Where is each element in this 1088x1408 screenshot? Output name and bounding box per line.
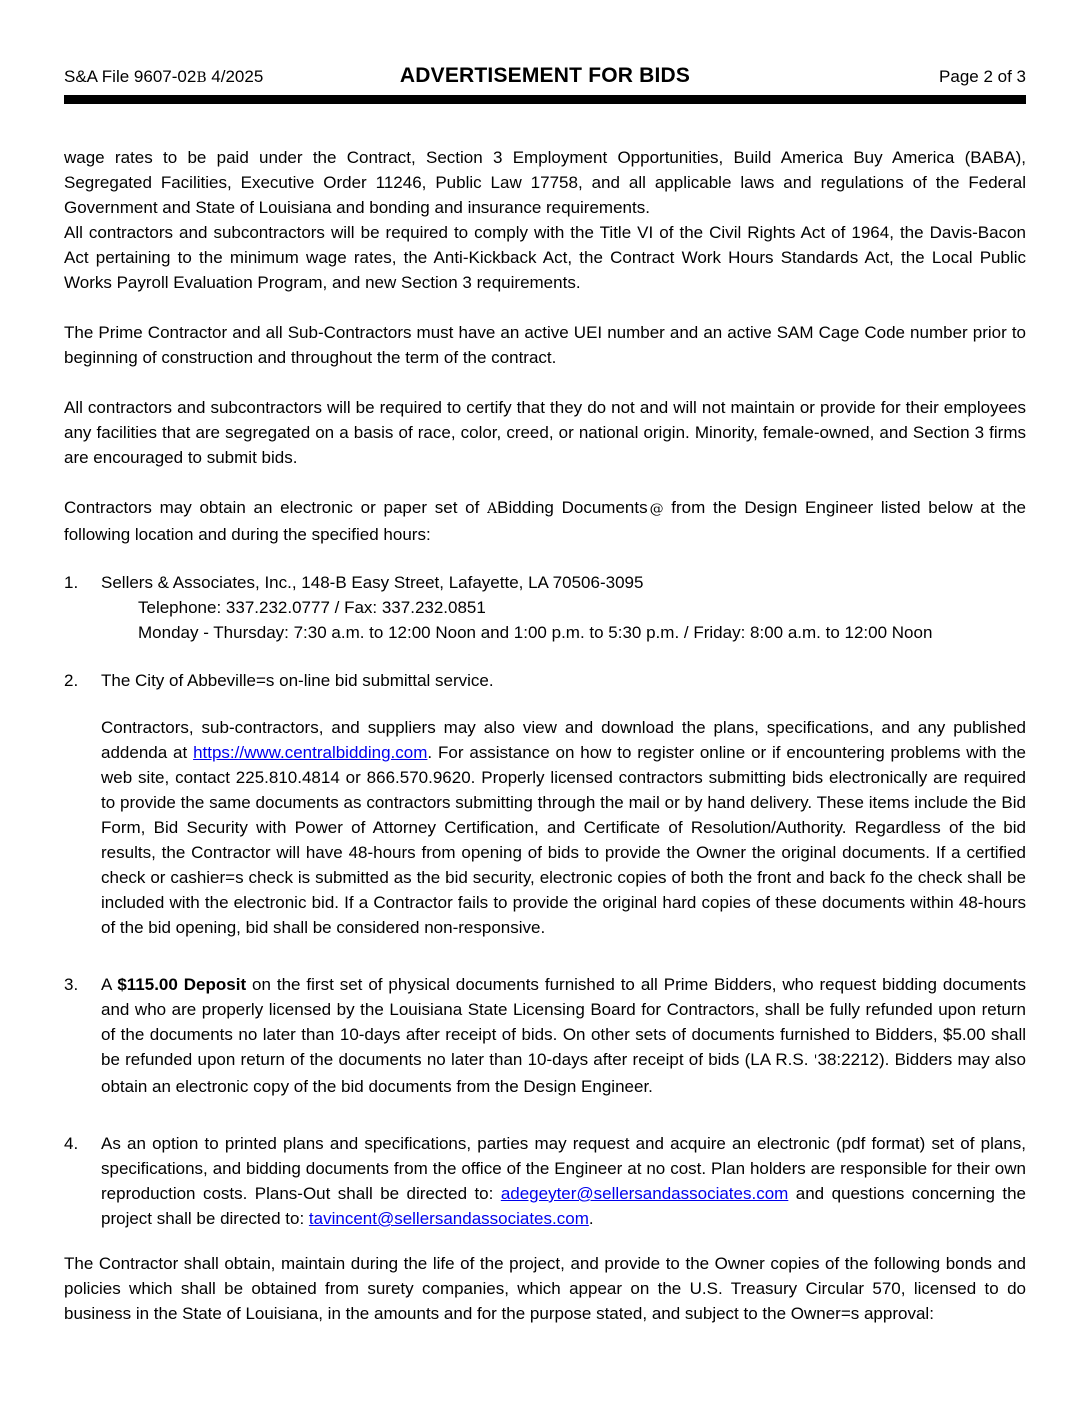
text-segment: Bidding Documents xyxy=(497,498,648,517)
wordperfect-artifact-char: B xyxy=(196,70,207,86)
file-reference-date: 4/2025 xyxy=(206,67,264,86)
wordperfect-artifact-char: A xyxy=(487,501,498,517)
engineer-phone-fax: Telephone: 337.232.0777 / Fax: 337.232.0851 xyxy=(138,598,486,617)
file-reference-prefix: S&A File 9607-02 xyxy=(64,67,197,86)
online-bid-service-text: The City of Abbeville=s on-line bid submittal service. xyxy=(101,671,494,690)
wordperfect-artifact-char: ' xyxy=(813,1053,818,1069)
paragraph-compliance: All contractors and subcontractors will be required to comply with the Title VI of the Civil Rights Act of 1964, the Davis-Bacon Act pertaining to the minimum wage rates, the Anti-Kickback Act, the Contract Work Hours Standards Act, the Local Public Works Payroll Evaluation Program, and new Section 3 requirements. xyxy=(64,223,1026,292)
paragraph-certify: All contractors and subcontractors will be required to certify that they do not and will not maintain or provide for their employees any facilities that are segregated on a basis of race, color, creed, or national origin. Minority, female-owned, and Section 3 firms are encouraged to submit bids. xyxy=(64,398,1026,467)
engineer-hours: Monday - Thursday: 7:30 a.m. to 12:00 Noon and 1:00 p.m. to 5:30 p.m. / Friday: 8:00 a.m. to 12:00 Noon xyxy=(138,623,933,642)
text-segment: on the first set of physical documents furnished to all Prime Bidders, who request bidding documents and who are properly licensed by the Louisiana State Licensing Board for Contractors, shall be fully refunded upon return of the documents no later than 10-days after receipt of bids. On other sets of documents furnished to Bidders, $5.00 shall be refunded upon return of the documents no later than 10-days after receipt of bids (LA R.S. xyxy=(101,975,1026,1069)
engineer-address: Sellers & Associates, Inc., 148-B Easy Street, Lafayette, LA 70506-3095 xyxy=(101,573,644,592)
file-reference xyxy=(64,65,263,90)
text-segment: A xyxy=(101,975,118,994)
paragraph-central-bidding xyxy=(101,715,1026,940)
wordperfect-artifact-char: @ xyxy=(649,501,664,517)
list-item-2-number: 2. xyxy=(64,671,79,690)
document-header xyxy=(64,0,1026,90)
page-number: Page 2 of 3 xyxy=(939,67,1026,86)
deposit-amount: $115.00 Deposit xyxy=(117,975,247,994)
text-segment: . For assistance on how to register online or if encountering problems with the web site, contact 225.810.4814 or 866.570.9620. Properly licensed contractors submitting bids electronically are required to provide the same documents as contractors submitting through the mail or by hand delivery. These items include the Bid Form, Bid Security with Power of Attorney Certification, and Certificate of Resolution/Authority. Regardless of the bid results, the Contractor will have 48-hours from opening of bids to provide the Owner the original documents. If a certified check or cashier=s check is submitted as the bid security, electronic copies of both the front and back fo the check shall be included with the electronic bid. If a Contractor fails to provide the original hard copies of these documents within 48-hours of the bid opening, bid shall be considered non-responsive. xyxy=(101,743,1026,937)
list-item-1 xyxy=(64,570,1026,645)
text-segment: 38:2212). Bidders may also obtain an electronic copy of the bid documents from the Design Engineer. xyxy=(101,1050,1026,1096)
paragraph-uei-sam: The Prime Contractor and all Sub-Contractors must have an active UEI number and an active SAM Cage Code number prior to beginning of construction and throughout the term of the contract. xyxy=(64,323,1026,367)
list-item-2 xyxy=(64,668,1026,693)
text-segment: . xyxy=(588,1209,594,1228)
paragraph-bonds: The Contractor shall obtain, maintain during the life of the project, and provide to the Owner copies of the following bonds and policies which shall be obtained from surety companies, which appear on the U.S. Treasury Circular 570, licensed to do business in the State of Louisiana, in the amounts and for the purpose stated, and subject to the Owner=s approval: xyxy=(64,1254,1026,1323)
document-body xyxy=(64,145,1026,1326)
list-item-3-number: 3. xyxy=(64,975,79,994)
text-segment: and questions concerning the project shall be directed to: xyxy=(101,1184,1027,1228)
plans-out-email-link[interactable]: adegeyter@sellersandassociates.com xyxy=(500,1184,789,1203)
text-segment: Contractors may obtain an electronic or paper set of xyxy=(64,498,488,517)
paragraph-wage-rates: wage rates to be paid under the Contract, Section 3 Employment Opportunities, Build America Buy America (BABA), Segregated Facilities, Executive Order 11246, Public Law 17758, and all applicable laws and regulations of the Federal Government and State of Louisiana and bonding and insurance requirements. xyxy=(64,148,1026,217)
text-segment: Contractors, sub-contractors, and suppliers may also view and download the plans, specifications, and any published addenda at xyxy=(101,718,1026,762)
list-item-4-number: 4. xyxy=(64,1134,79,1153)
central-bidding-link[interactable]: https://www.centralbidding.com xyxy=(193,743,428,762)
paragraph-obtain-documents xyxy=(64,495,1026,547)
text-segment: from the Design Engineer listed below at the following location and during the specified hours: xyxy=(64,498,1026,544)
header-rule xyxy=(64,95,1026,104)
text-segment: As an option to printed plans and specifications, parties may request and acquire an electronic (pdf format) set of plans, specifications, and bidding documents from the office of the Engineer at no cost. Plan holders are responsible for their own reproduction costs. Plans-Out shall be directed to: xyxy=(101,1134,1026,1203)
page-title: ADVERTISEMENT FOR BIDS xyxy=(399,64,691,87)
project-questions-email-link[interactable]: tavincent@sellersandassociates.com xyxy=(308,1209,589,1228)
list-item-3 xyxy=(64,972,1026,1099)
list-item-4 xyxy=(64,1131,1026,1231)
list-item-1-number: 1. xyxy=(64,573,79,592)
